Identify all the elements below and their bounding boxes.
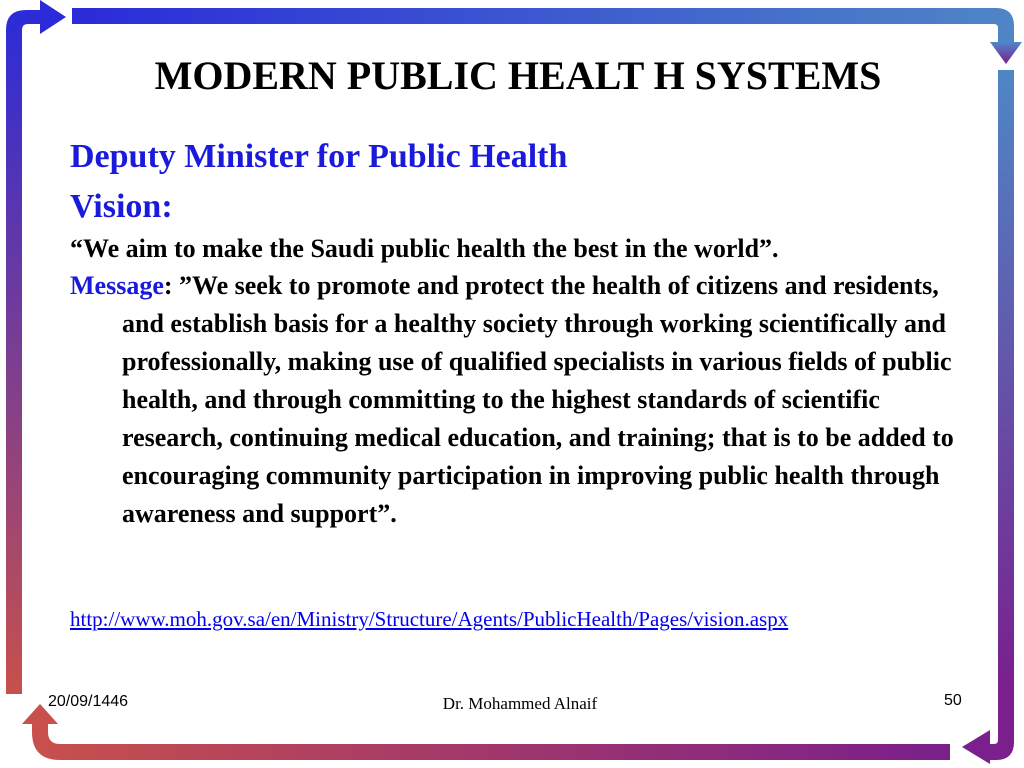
footer-author: Dr. Mohammed Alnaif bbox=[442, 694, 598, 713]
footer-date: 20/09/1446 bbox=[48, 693, 129, 710]
frame-top-right-arrowhead bbox=[990, 42, 1022, 64]
deputy-heading: Deputy Minister for Public Health bbox=[70, 138, 568, 175]
frame-right-bar bbox=[998, 70, 1014, 694]
message-label: Message bbox=[70, 271, 164, 300]
vision-quote: “We aim to make the Saudi public health the best in the world”. bbox=[70, 234, 779, 263]
frame-bottom-right-arrowhead bbox=[962, 730, 990, 764]
frame-top-arrow bbox=[72, 8, 1014, 42]
page-title: MODERN PUBLIC HEALT H SYSTEMS bbox=[154, 53, 882, 98]
page-number: 50 bbox=[944, 692, 962, 709]
frame-left-bar bbox=[6, 10, 40, 694]
message-paragraph bbox=[70, 267, 980, 533]
moh-vision-link[interactable]: http://www.moh.gov.sa/en/Ministry/Structure/Agents/PublicHealth/Pages/vision.aspx bbox=[70, 607, 789, 631]
frame-top-left-arrowhead bbox=[40, 0, 66, 34]
frame-bottom-bar bbox=[32, 722, 950, 760]
message-text: : ”We seek to promote and protect the health of citizens and residents, and establish basis for a healthy society through working scientifically and professionally, making use of qualified specialists in various fields of public health, and through committing to the highest standards of scientific research, continuing medical education, and training; that is to be added to encouraging community participation in improving public health through awareness and support”. bbox=[122, 271, 954, 528]
vision-heading: Vision: bbox=[70, 188, 173, 225]
frame-right-curve bbox=[990, 694, 1014, 760]
